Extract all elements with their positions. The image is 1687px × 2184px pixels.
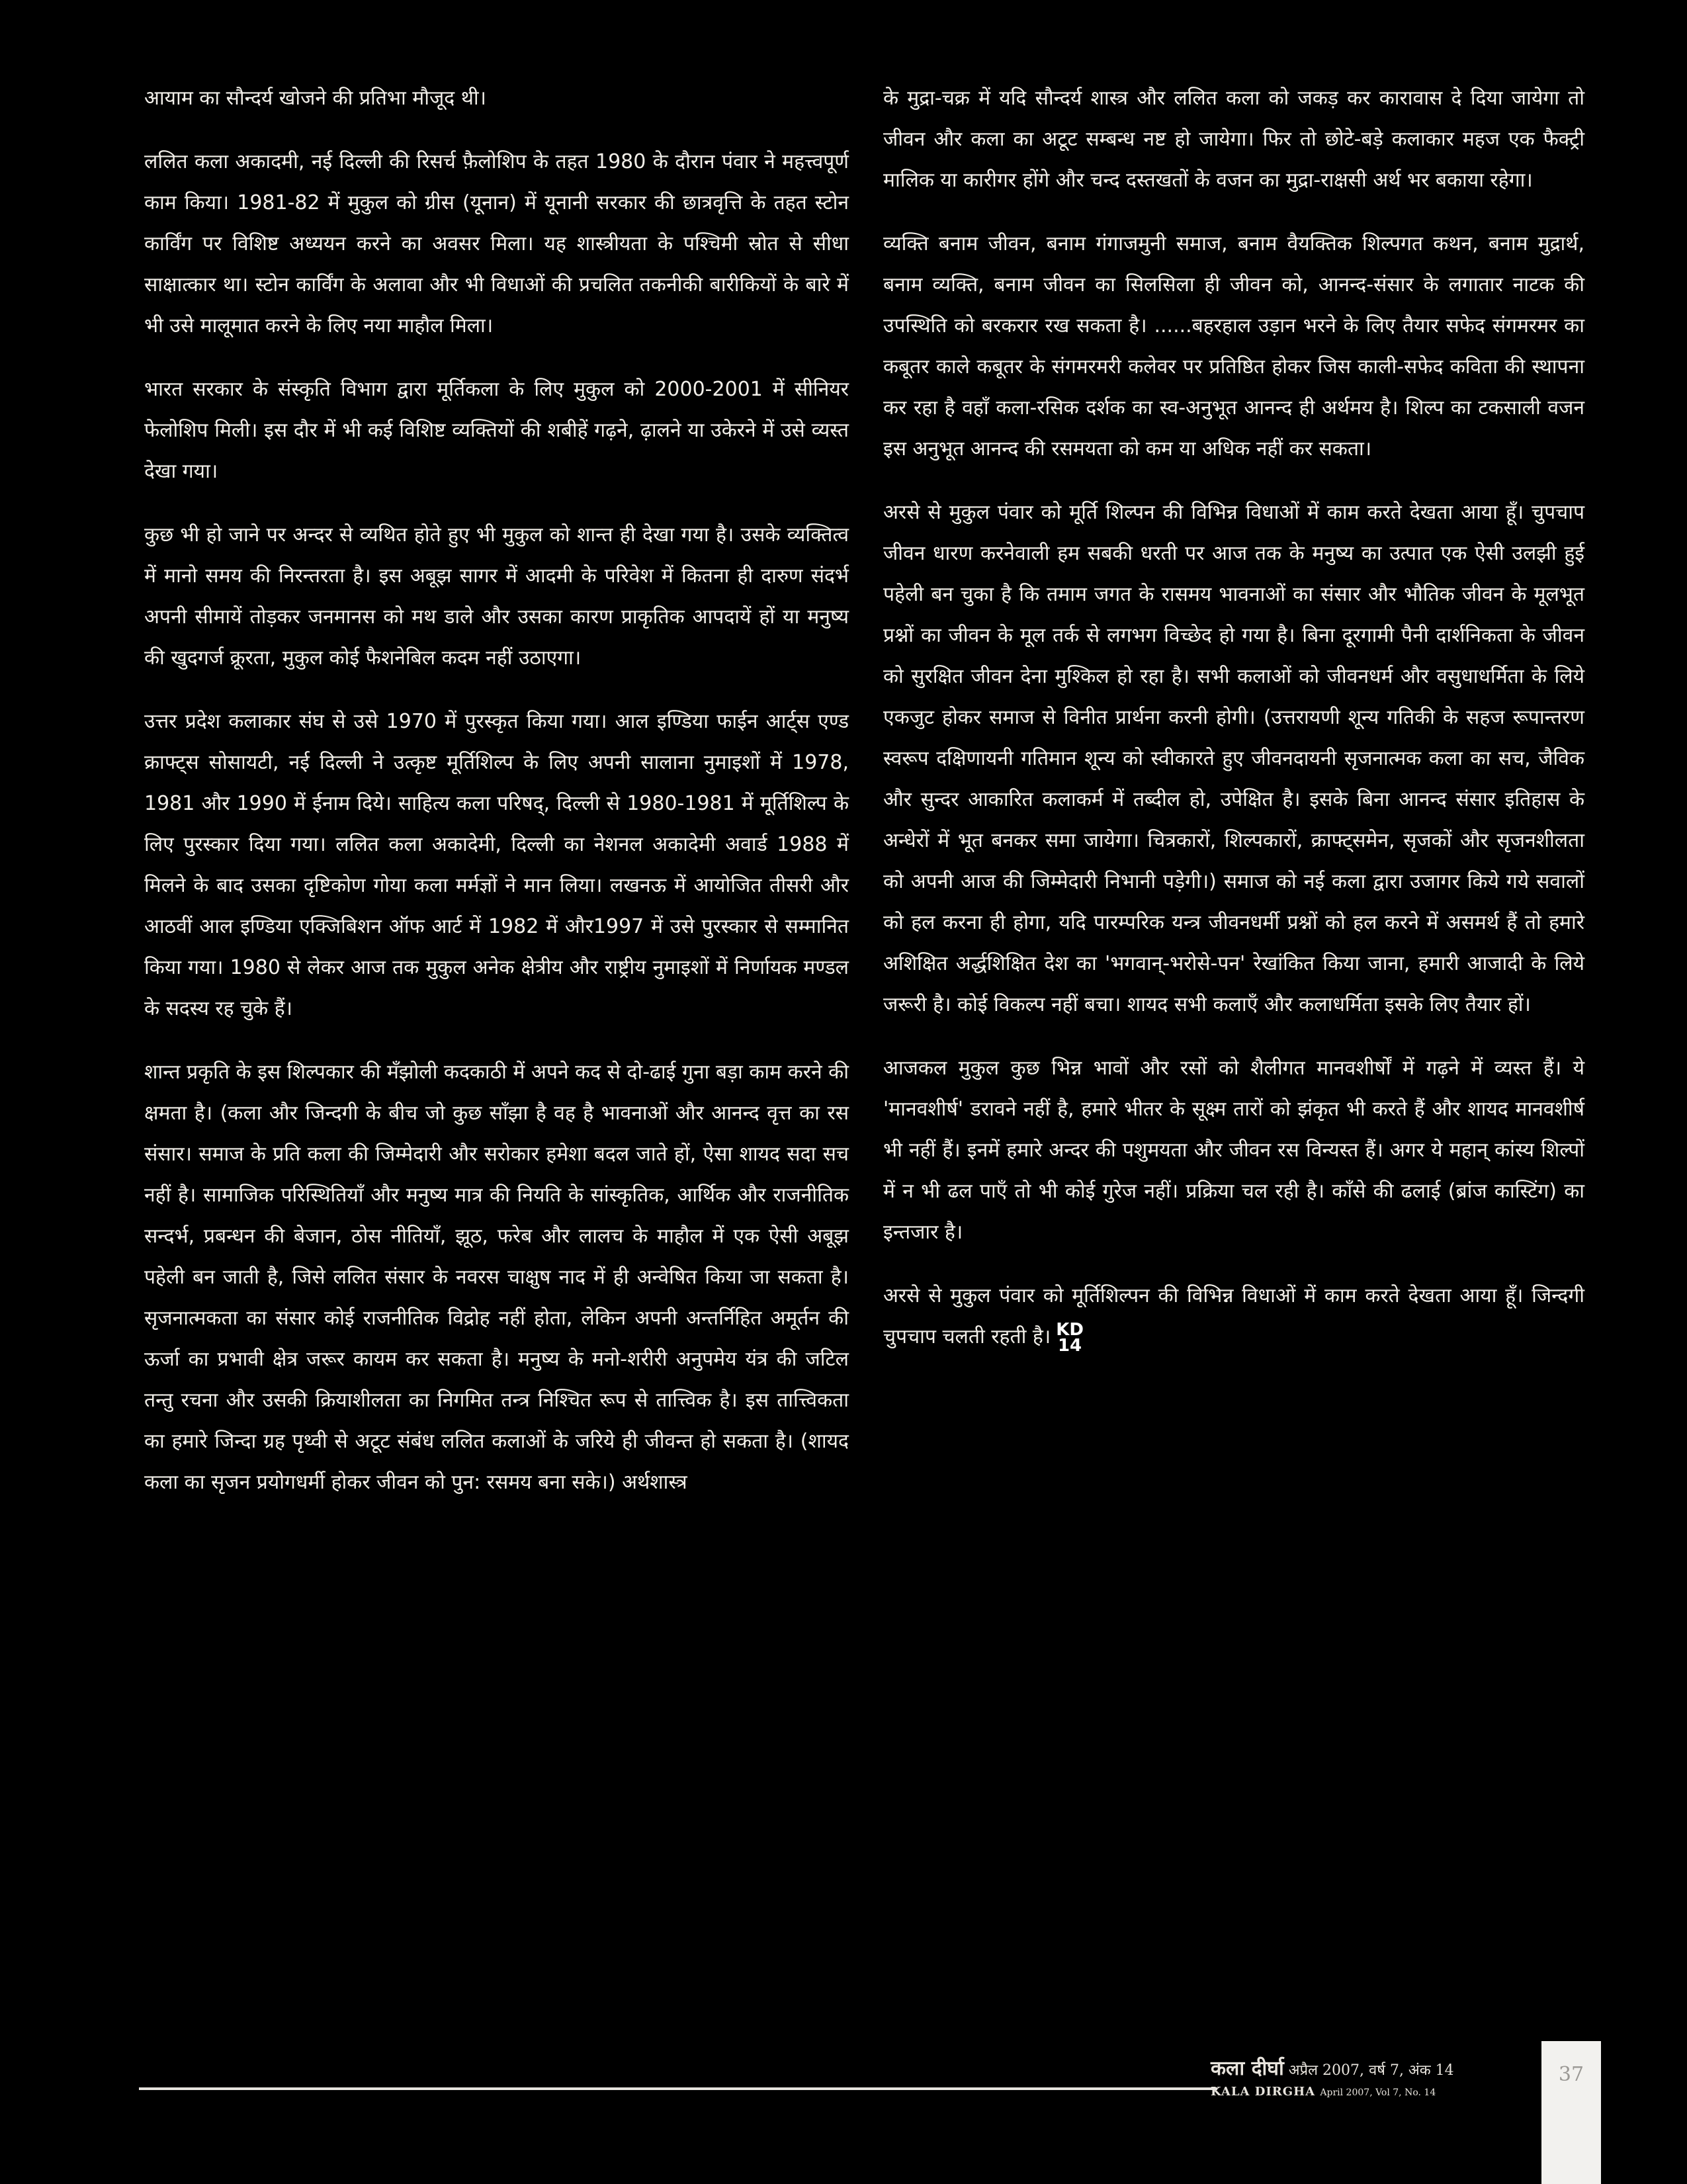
- end-mark: [1056, 1319, 1084, 1356]
- right-column: [883, 78, 1584, 1380]
- left-column: [144, 78, 849, 1526]
- footer-rule: [139, 2087, 1217, 2090]
- page-number: 37: [1558, 2063, 1584, 2086]
- magazine-name-hindi: कला दीर्घा: [1211, 2057, 1284, 2080]
- paragraph: शान्त प्रकृति के इस शिल्पकार की मँझोली कदकाठी में अपने कद से दो-ढाई गुना बड़ा काम करने की क्षमता है। (कला और जिन्दगी के बीच जो कुछ साँझा है वह है भावनाओं और आनन्द वृत्त का रस संसार। समाज के प्रति कला की जिम्मेदारी और सरोकार हमेशा बदल जाते हों, ऐसा शायद सदा सच नहीं है। सामाजिक परिस्थितियाँ और मनुष्य मात्र की नियति के सांस्कृतिक, आर्थिक और राजनीतिक सन्दर्भ, प्रबन्धन की बेजान, ठोस नीतियाँ, झूठ, फरेब और लालच के माहौल में एक ऐसी अबूझ पहेली बन जाती है, जिसे ललित संसार के नवरस चाक्षुष नाद में ही अन्वेषित किया जा सकता है। सृजनात्मकता का संसार कोई राजनीतिक विद्रोह नहीं होता, लेकिन अपनी अन्तर्निहित अमूर्तन की ऊर्जा का प्रभावी क्षेत्र जरूर कायम कर सकता है। मनुष्य के मनो-शरीरी अनुपमेय यंत्र की जटिल तन्तु रचना और उसकी क्रियाशीलता का निगमित तन्त्र निश्चित रूप से तात्त्विक है। इस तात्त्विकता का हमारे जिन्दा ग्रह पृथ्वी से अटूट संबंध ललित कलाओं के जरिये ही जीवन्त हो सकता है। (शायद कला का सृजन प्रयोगधर्मी होकर जीवन को पुन: रसमय बना सके।) अर्थशास्त्र: [144, 1061, 849, 1494]
- end-mark-top: KD: [1056, 1319, 1084, 1340]
- paragraph: कुछ भी हो जाने पर अन्दर से व्यथित होते हुए भी मुकुल को शान्त ही देखा गया है। उसके व्यक्तित्व में मानो समय की निरन्तरता है। इस अबूझ सागर में आदमी के परिवेश में कितना ही दारुण संदर्भ अपनी सीमायें तोड़कर जनमानस को मथ डाले और उसका कारण प्राकृतिक आपदायें हों या मनुष्य की खुदगर्ज क्रूरता, मुकुल कोई फैशनेबिल कदम नहीं उठाएगा।: [144, 523, 849, 670]
- end-mark-bottom: 14: [1057, 1335, 1082, 1356]
- issue-english: April 2007, Vol 7, No. 14: [1320, 2087, 1436, 2098]
- paragraph: व्यक्ति बनाम जीवन, बनाम गंगाजमुनी समाज, बनाम वैयक्तिक शिल्पगत कथन, बनाम मुद्रार्थ, बनाम व्यक्ति, बनाम जीवन का सिलसिला ही जीवन को, आनन्द-संसार के लगातार नाटक की उपस्थिति को बरकरार रख सकता है। ......बहरहाल उड़ान भरने के लिए तैयार सफेद संगमरमर का कबूतर काले कबूतर के संगमरमरी कलेवर पर प्रतिष्ठित होकर जिस काली-सफेद कविता की स्थापना कर रहा है वहाँ कला-रसिक दर्शक का स्व-अनुभूत आनन्द ही अर्थमय है। शिल्प का टकसाली वजन इस अनुभूत आनन्द की रसमयता को कम या अधिक नहीं कर सकता।: [883, 232, 1584, 460]
- issue-hindi: अप्रैल 2007, वर्ष 7, अंक 14: [1288, 2062, 1454, 2079]
- paragraph: अरसे से मुकुल पंवार को मूर्ति शिल्पन की विभिन्न विधाओं में काम करते देखता आया हूँ। चुपचाप जीवन धारण करनेवाली हम सबकी धरती पर आज तक के मनुष्य का उत्पात एक ऐसी उलझी हुई पहेली बन चुका है कि तमाम जगत के रासमय भावनाओं का संसार और भौतिक जीवन के मूलभूत प्रश्नों का जीवन के मूल तर्क से लगभग विच्छेद हो गया है। बिना दूरगामी पैनी दार्शनिकता के जीवन को सुरक्षित जीवन देना मुश्किल हो रहा है। सभी कलाओं को जीवनधर्म और वसुधाधर्मिता के लिये एकजुट होकर समाज से विनीत प्रार्थना करनी होगी। (उत्तरायणी शून्य गतिकी के सहज रूपान्तरण स्वरूप दक्षिणायनी गतिमान शून्य को स्वीकारते हुए जीवनदायनी सृजनात्मक कला का सच, जैविक और सुन्दर आकारित कलाकर्म में तब्दील हो, उपेक्षित है। इसके बिना आनन्द संसार इतिहास के अन्धेरों में भूत बनकर समा जायेगा। चित्रकारों, शिल्पकारों, क्राफ्ट्समेन, सृजकों और सृजनशीलता को अपनी आज की जिम्मेदारी निभानी पड़ेगी।) समाज को नई कला द्वारा उजागर किये गये सवालों को हल करना ही होगा, यदि पारम्परिक यन्त्र जीवनधर्मी प्रश्नों को हल करने में असमर्थ हैं तो हमारे अशिक्षित अर्द्धशिक्षित देश का 'भगवान्-भरोसे-पन' रेखांकित किया जाना, हमारी आजादी के लिये जरूरी है। कोई विकल्प नहीं बचा। शायद सभी कलाएँ और कलाधर्मिता इसके लिए तैयार हों।: [883, 501, 1584, 1016]
- paragraph: आयाम का सौन्दर्य खोजने की प्रतिभा मौजूद थी।: [144, 87, 487, 110]
- paragraph: उत्तर प्रदेश कलाकार संघ से उसे 1970 में पुरस्कृत किया गया। आल इण्डिया फाईन आर्ट्स एण्ड क्राफ्ट्स सोसायटी, नई दिल्ली ने उत्कृष्ट मूर्तिशिल्प के लिए अपनी सालाना नुमाइशों में 1978, 1981 और 1990 में ईनाम दिये। साहित्य कला परिषद्, दिल्ली से 1980-1981 में मूर्तिशिल्प के लिए पुरस्कार दिया गया। ललित कला अकादेमी, दिल्ली का नेशनल अकादेमी अवार्ड 1988 में मिलने के बाद उसका दृष्टिकोण गोया कला मर्मज्ञों ने मान लिया। लखनऊ में आयोजित तीसरी और आठवीं आल इण्डिया एक्जिबिशन ऑफ आर्ट में 1982 में और1997 में उसे पुरस्कार से सम्मानित किया गया। 1980 से लेकर आज तक मुकुल अनेक क्षेत्रीय और राष्ट्रीय नुमाइशों में निर्णायक मण्डल के सदस्य रह चुके हैं।: [144, 710, 849, 1020]
- magazine-name-english: KALA DIRGHA: [1211, 2085, 1316, 2099]
- paragraph: ललित कला अकादमी, नई दिल्ली की रिसर्च फ़ैलोशिप के तहत 1980 के दौरान पंवार ने महत्त्वपूर्ण काम किया। 1981-82 में मुकुल को ग्रीस (यूनान) में यूनानी सरकार की छात्रवृत्ति के तहत स्टोन कार्विंग पर विशिष्ट अध्ययन करने का अवसर मिला। यह शास्त्रीयता के पश्चिमी स्रोत से सीधा साक्षात्कार था। स्टोन कार्विंग के अलावा और भी विधाओं की प्रचलित तकनीकी बारीकियों के बारे में भी उसे मालूमात करने के लिए नया माहौल मिला।: [144, 150, 849, 337]
- paragraph: भारत सरकार के संस्कृति विभाग द्वारा मूर्तिकला के लिए मुकुल को 2000-2001 में सीनियर फेलोशिप मिली। इस दौर में भी कई विशिष्ट व्यक्तियों की शबीहें गढ़ने, ढ़ालने या उकेरने में उसे व्यस्त देखा गया।: [144, 378, 849, 483]
- footer-line-english: [1211, 2082, 1535, 2103]
- footer-line-hindi: [1211, 2058, 1535, 2082]
- closing-text: अरसे से मुकुल पंवार को मूर्तिशिल्पन की विभिन्न विधाओं में काम करते देखता आया हूँ। जिन्दगी चुपचाप चलती रहती है।: [883, 1284, 1584, 1348]
- closing-paragraph: [883, 1276, 1584, 1358]
- footer-masthead: [1211, 2058, 1535, 2103]
- paragraph: आजकल मुकुल कुछ भिन्न भावों और रसों को शैलीगत मानवशीर्षों में गढ़ने में व्यस्त हैं। ये 'मानवशीर्ष' डरावने नहीं है, हमारे भीतर के सूक्ष्म तारों को झंकृत भी करते हैं और शायद मानवशीर्ष भी नहीं हैं। इनमें हमारे अन्दर की पशुमयता और जीवन रस विन्यस्त हैं। अगर ये महान् कांस्य शिल्पों में न भी ढल पाएँ तो भी कोई गुरेज नहीं। प्रक्रिया चल रही है। काँसे की ढलाई (ब्रांज कास्टिंग) का इन्तजार है।: [883, 1057, 1584, 1244]
- paragraph: के मुद्रा-चक्र में यदि सौन्दर्य शास्त्र और ललित कला को जकड़ कर कारावास दे दिया जायेगा तो जीवन और कला का अटूट सम्बन्ध नष्ट हो जायेगा। फिर तो छोटे-बड़े कलाकार महज एक फैक्ट्री मालिक या कारीगर होंगे और चन्द दस्तखतों के वजन का मुद्रा-राक्षसी अर्थ भर बकाया रहेगा।: [883, 87, 1584, 192]
